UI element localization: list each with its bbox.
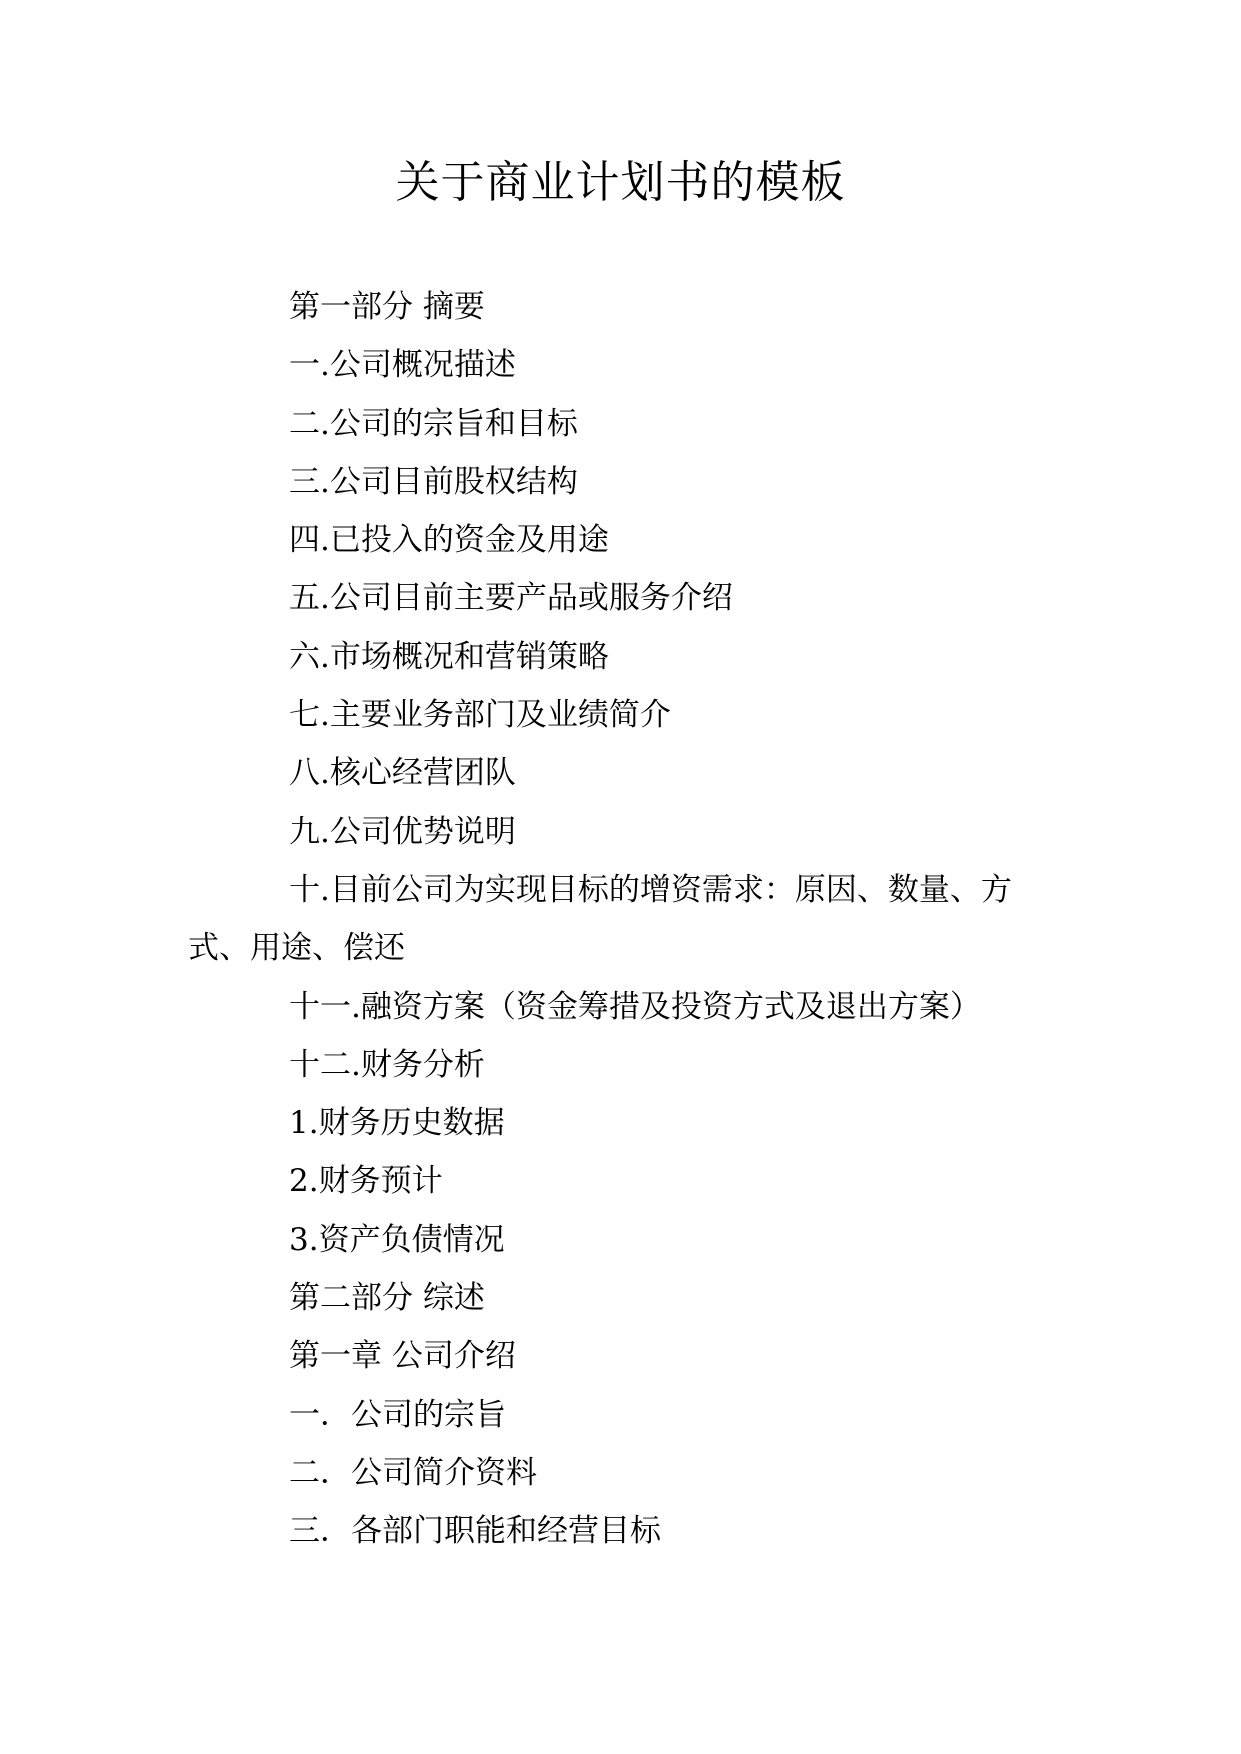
outline-item: 五.公司目前主要产品或服务介绍 xyxy=(289,580,733,617)
outline-item: 二.公司的宗旨和目标 xyxy=(289,405,578,442)
chapter-heading: 第一章 公司介绍 xyxy=(289,1338,516,1375)
outline-item: 一．公司的宗旨 xyxy=(289,1396,506,1433)
outline-item: 八.核心经营团队 xyxy=(289,755,516,792)
outline-item: 六.市场概况和营销策略 xyxy=(289,638,609,675)
outline-item: 一.公司概况描述 xyxy=(289,347,516,384)
document-body xyxy=(188,278,1058,1561)
outline-subitem: 2.财务预计 xyxy=(289,1163,443,1200)
outline-item: 七.主要业务部门及业绩简介 xyxy=(289,697,671,734)
outline-subitem: 3.资产负债情况 xyxy=(289,1221,505,1258)
outline-item: 九.公司优势说明 xyxy=(289,813,516,850)
outline-item: 十一.融资方案（资金筹措及投资方式及退出方案） xyxy=(289,988,981,1025)
outline-item: 三．各部门职能和经营目标 xyxy=(289,1513,661,1550)
outline-item: 四.已投入的资金及用途 xyxy=(289,522,609,559)
outline-item: 二．公司简介资料 xyxy=(289,1454,537,1491)
section-heading: 第二部分 综述 xyxy=(289,1280,485,1317)
outline-subitem: 1.财务历史数据 xyxy=(289,1105,505,1142)
section-heading: 第一部分 摘要 xyxy=(289,289,485,325)
document-title: 关于商业计划书的模板 xyxy=(395,157,846,208)
outline-item: 三.公司目前股权结构 xyxy=(289,463,578,500)
outline-item: 十二.财务分析 xyxy=(289,1046,485,1083)
outline-item-wrapped: 十.目前公司为实现目标的增资需求：原因、数量、方式、用途、偿还 xyxy=(188,871,1012,967)
